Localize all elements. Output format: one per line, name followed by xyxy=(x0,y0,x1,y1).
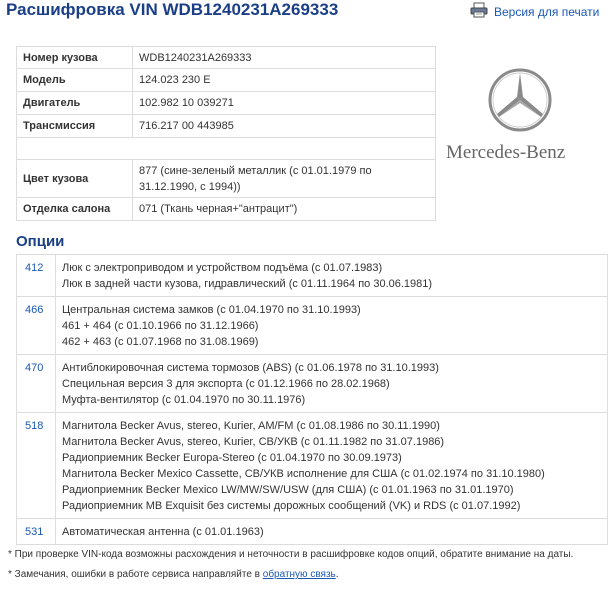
option-row xyxy=(17,297,608,355)
option-code-cell xyxy=(17,519,56,545)
spec-row xyxy=(17,69,436,92)
feedback-link[interactable]: обратную связь xyxy=(262,569,336,580)
options-table xyxy=(16,254,608,545)
spec-value-line: 31.12.1990, с 1994)) xyxy=(139,180,241,193)
option-code-link[interactable]: 412 xyxy=(25,262,44,274)
option-description xyxy=(56,519,608,545)
spec-value: 716.217 00 443985 xyxy=(133,115,436,138)
option-line: Центральная система замков (с 01.04.1970 по 31.10.1993) xyxy=(62,304,361,316)
spec-label: Двигатель xyxy=(17,92,133,115)
spec-row xyxy=(17,47,436,69)
option-line: Магнитола Becker Avus, stereo, Kurier, AM/FM (с 01.08.1986 по 30.11.1990) xyxy=(62,420,440,432)
spec-empty-cell xyxy=(17,138,436,160)
option-code-cell xyxy=(17,413,56,519)
vehicle-spec-table xyxy=(16,46,436,221)
option-code-link[interactable]: 531 xyxy=(25,526,44,538)
spec-row xyxy=(17,115,436,138)
option-code-cell xyxy=(17,255,56,297)
spec-value-line: 877 (сине-зеленый металлик (с 01.01.1979 по xyxy=(139,164,372,177)
option-description xyxy=(56,413,608,519)
option-description xyxy=(56,297,608,355)
spec-label: Номер кузова xyxy=(17,47,133,69)
disclaimer-note: * При проверке VIN-кода возможны расхождения и неточности в расшифровке кодов опций, обратите внимание на даты. xyxy=(8,549,574,560)
feedback-note-suffix: . xyxy=(335,569,339,580)
option-line: 462 + 463 (с 01.07.1968 по 31.08.1969) xyxy=(62,336,259,348)
option-description xyxy=(56,255,608,297)
option-line: Радиоприемник MB Exquisit без системы дорожных сообщений (VK) и RDS (с 01.07.1992) xyxy=(62,500,521,512)
option-code-link[interactable]: 470 xyxy=(25,362,44,374)
option-line: Антиблокировочная система тормозов (ABS) (с 01.06.1978 по 31.10.1993) xyxy=(62,362,439,374)
spec-row xyxy=(17,92,436,115)
print-version-link[interactable] xyxy=(470,2,599,21)
feedback-note-prefix: * Замечания, ошибки в работе сервиса направляйте в xyxy=(8,569,263,580)
option-description xyxy=(56,355,608,413)
option-line: Магнитола Becker Mexico Cassette, CB/УКВ исполнение для США (с 01.02.1974 по 31.10.1980) xyxy=(62,468,545,480)
spec-value: 102.982 10 039271 xyxy=(133,92,436,115)
spec-value: WDB1240231A269333 xyxy=(133,47,436,69)
brand-name: Mercedes-Benz xyxy=(446,142,566,163)
spec-row xyxy=(17,198,436,221)
option-line: Радиоприемник Becker Mexico LW/MW/SW/USW (для США) (с 01.01.1963 по 31.01.1970) xyxy=(62,484,514,496)
option-line: Люк с электроприводом и устройством подъёма (с 01.07.1983) xyxy=(62,262,383,274)
option-row xyxy=(17,355,608,413)
options-heading: Опции xyxy=(16,233,65,250)
option-line: Муфта-вентилятор (с 01.04.1970 по 30.11.1976) xyxy=(62,394,306,406)
option-code-link[interactable]: 466 xyxy=(25,304,44,316)
option-line: Автоматическая антенна (с 01.01.1963) xyxy=(62,526,264,538)
option-line: Радиоприемник Becker Europa-Stereo (с 01.04.1970 по 30.09.1973) xyxy=(62,452,402,464)
option-code-link[interactable]: 518 xyxy=(25,420,44,432)
spec-value: 071 (Ткань черная+"антрацит") xyxy=(133,198,436,221)
page-title: Расшифровка VIN WDB1240231A269333 xyxy=(6,0,339,19)
spec-value xyxy=(133,160,436,198)
spec-value: 124.023 230 E xyxy=(133,69,436,92)
option-row xyxy=(17,255,608,297)
print-version-label[interactable]: Версия для печати xyxy=(494,4,600,19)
brand-logo xyxy=(440,64,600,164)
feedback-note xyxy=(8,569,339,580)
spec-label: Отделка салона xyxy=(17,198,133,221)
option-code-cell xyxy=(17,297,56,355)
spec-label: Цвет кузова xyxy=(17,160,133,198)
option-row xyxy=(17,519,608,545)
spec-label: Модель xyxy=(17,69,133,92)
option-code-cell xyxy=(17,355,56,413)
option-line: 461 + 464 (с 01.10.1966 по 31.12.1966) xyxy=(62,320,259,332)
option-line: Специльная версия 3 для экспорта (с 01.12.1966 по 28.02.1968) xyxy=(62,378,390,390)
spec-row-empty xyxy=(17,138,436,160)
spec-row xyxy=(17,160,436,198)
option-row xyxy=(17,413,608,519)
spec-label: Трансмиссия xyxy=(17,115,133,138)
option-line: Магнитола Becker Avus, stereo, Kurier, CB/УКВ (с 01.11.1982 по 31.07.1986) xyxy=(62,436,445,448)
option-line: Люк в задней части кузова, гидравлический (с 01.11.1964 по 30.06.1981) xyxy=(62,278,433,290)
printer-icon xyxy=(470,2,494,21)
